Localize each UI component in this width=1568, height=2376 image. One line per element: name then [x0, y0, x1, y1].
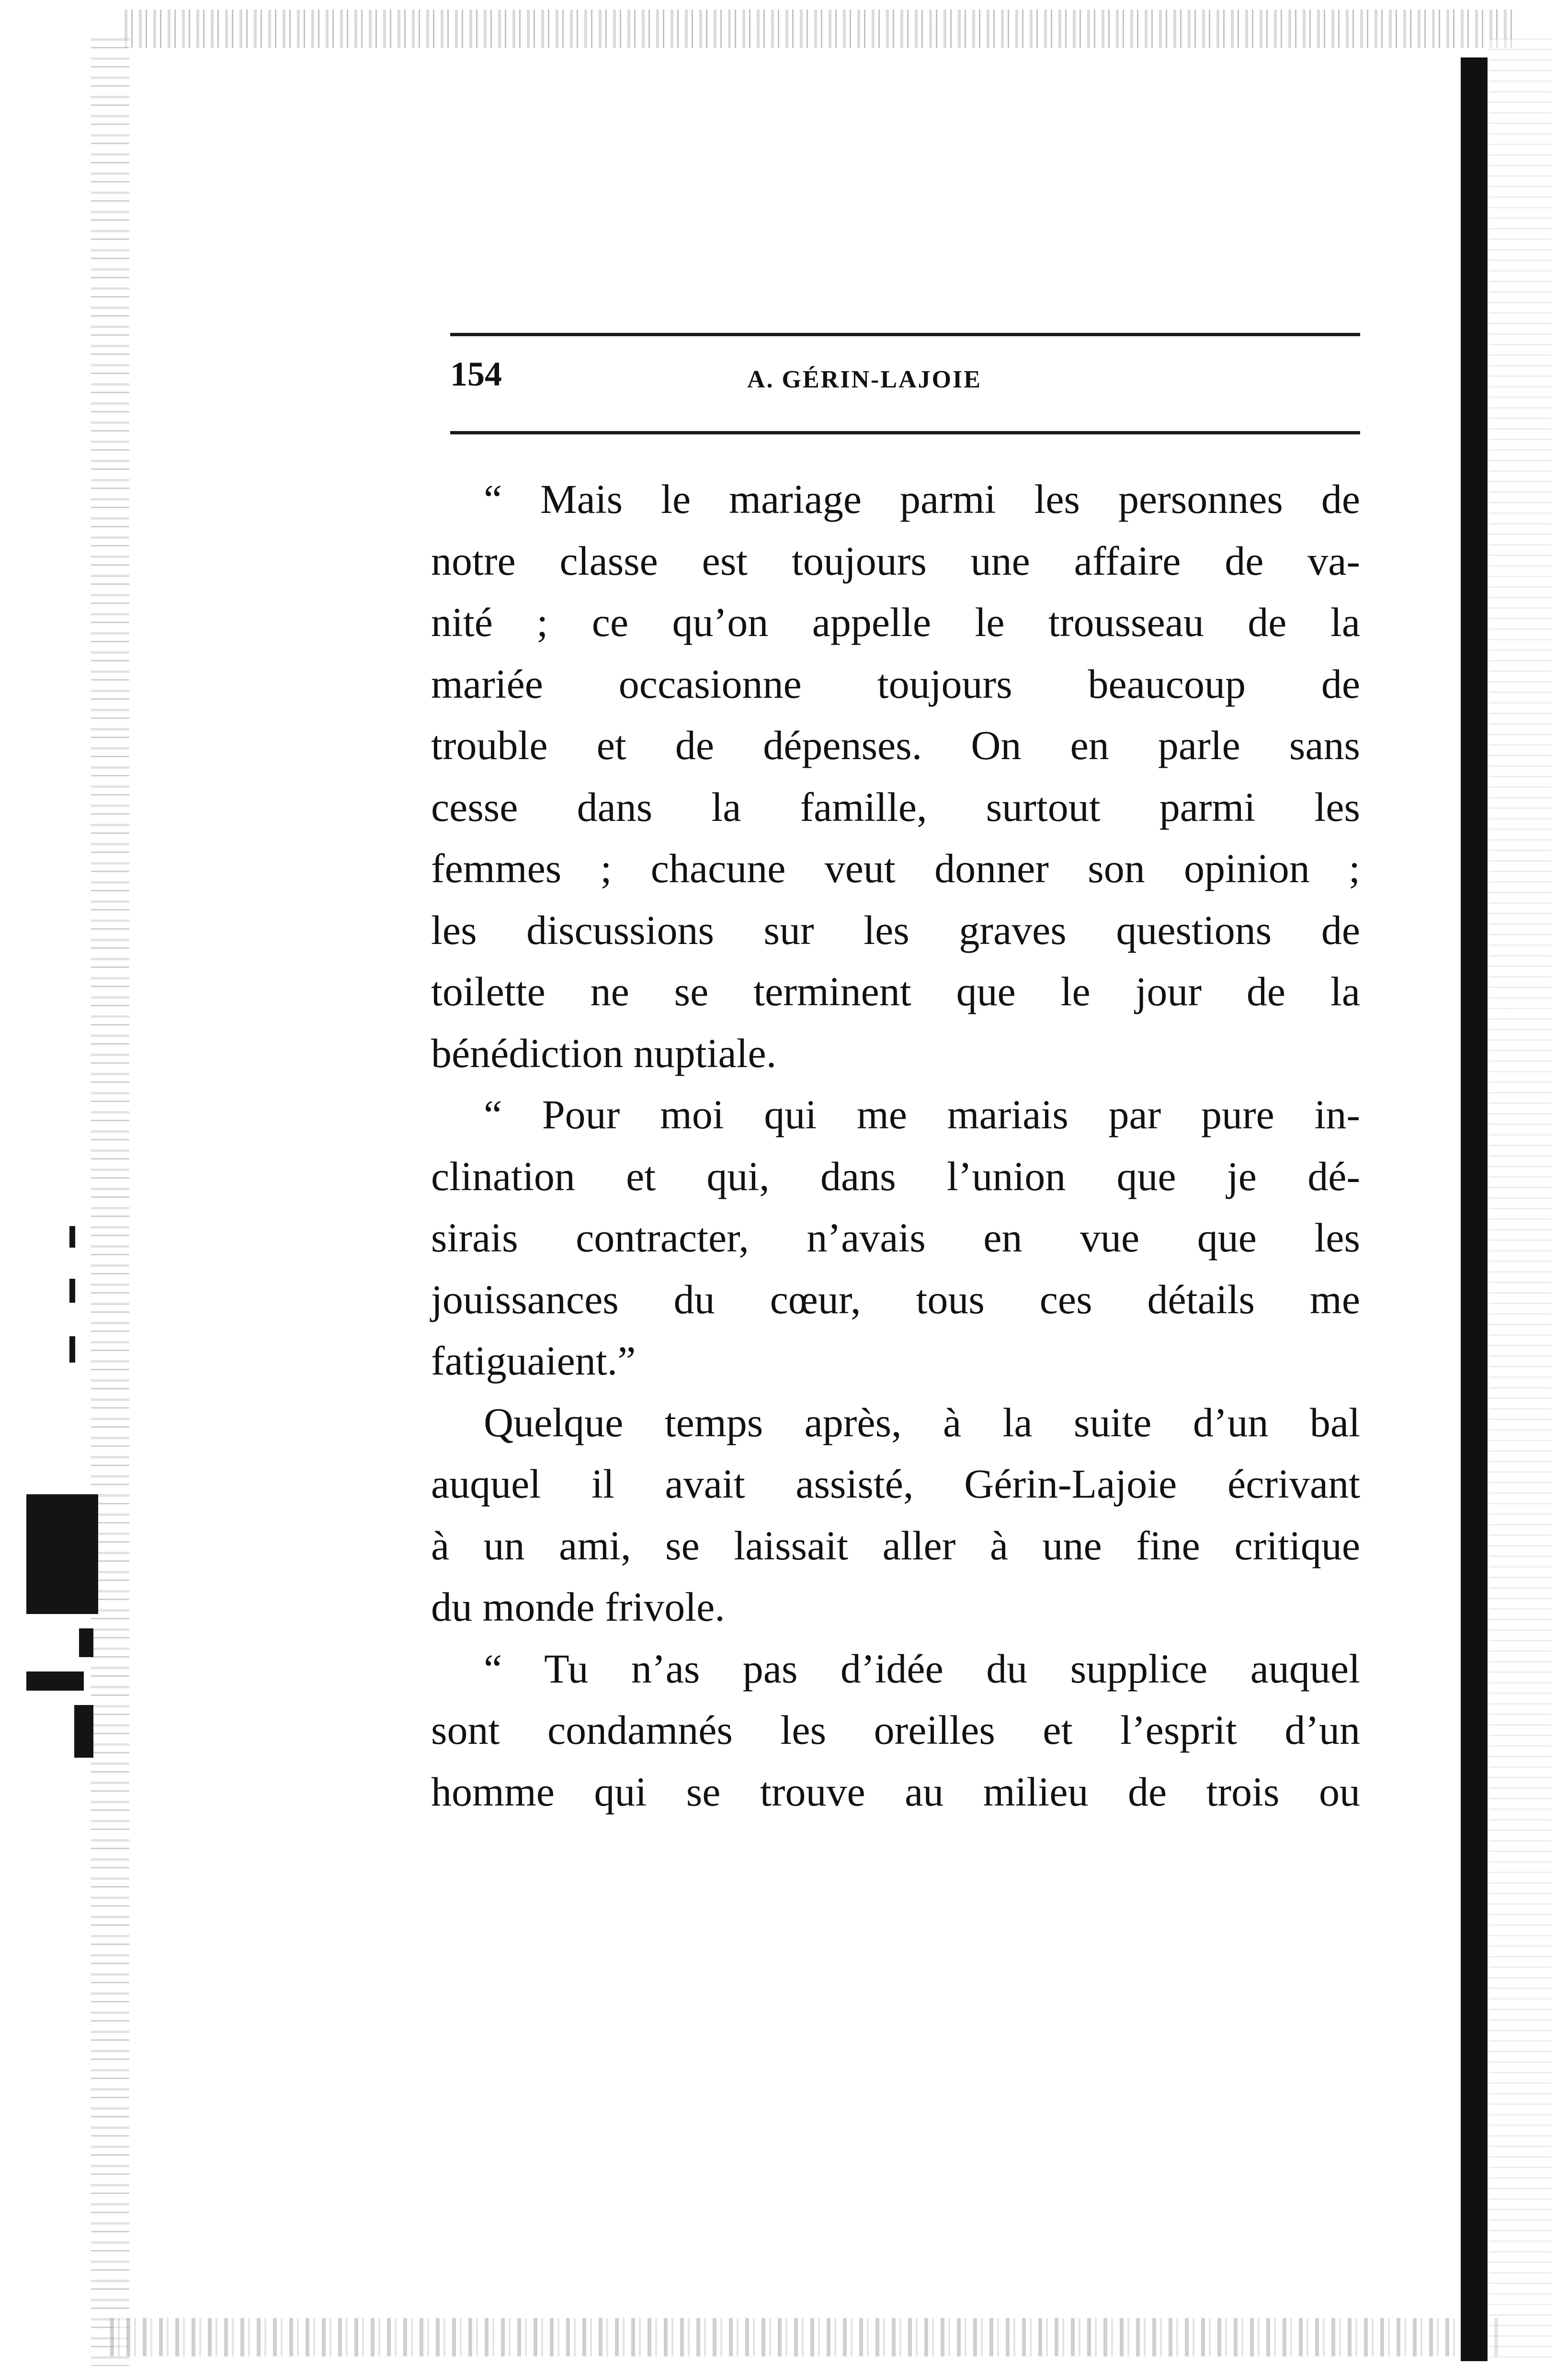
header-rule-bottom: [450, 431, 1360, 434]
text-line: notre classe est toujours une affaire de va-: [431, 537, 1360, 584]
text-line: femmes ; chacune veut donner son opinion ;: [431, 845, 1360, 891]
scan-noise-top: [125, 10, 1513, 48]
text-line: bénédiction nuptiale.: [431, 1030, 777, 1076]
text-line: nité ; ce qu’on appelle le trousseau de la: [431, 599, 1360, 645]
barcode-bar: [69, 1279, 75, 1303]
header-rule-top: [450, 333, 1360, 336]
text-line: clination et qui, dans l’union que je dé-: [431, 1153, 1360, 1199]
scan-noise-right: [1489, 38, 1552, 2366]
text-line: “ Tu n’as pas d’idée du supplice auquel: [484, 1645, 1360, 1692]
text-line: à un ami, se laissait aller à une fine critique: [431, 1522, 1360, 1569]
text-line: auquel il avait assisté, Gérin-Lajoie écrivant: [431, 1461, 1360, 1507]
text-line: homme qui se trouve au milieu de trois ou: [431, 1768, 1360, 1815]
text-line: les discussions sur les graves questions de: [431, 907, 1360, 953]
text-line: trouble et de dépenses. On en parle sans: [431, 722, 1360, 768]
barcode-bar: [69, 1226, 75, 1248]
text-line: toilette ne se terminent que le jour de la: [431, 968, 1360, 1014]
barcode-bar: [69, 1336, 75, 1363]
scan-barcode: [26, 1226, 98, 1777]
text-line: sont condamnés les oreilles et l’esprit d’un: [431, 1707, 1360, 1753]
page-edge-shadow: [1461, 57, 1488, 2361]
body-text: [431, 468, 1360, 1822]
running-head: A. GÉRIN-LAJOIE: [747, 366, 982, 393]
barcode-bar: [26, 1671, 84, 1691]
barcode-bar: [74, 1705, 93, 1758]
scan-noise-bottom: [110, 2318, 1499, 2356]
text-line: “ Mais le mariage parmi les personnes de: [484, 476, 1360, 522]
page-number: 154: [450, 355, 502, 393]
text-line: mariée occasionne toujours beaucoup de: [431, 660, 1360, 707]
text-line: du monde frivole.: [431, 1584, 725, 1630]
scan-noise-left: [91, 38, 129, 2366]
barcode-bar: [26, 1494, 98, 1614]
text-line: cesse dans la famille, surtout parmi les: [431, 784, 1360, 830]
barcode-bar: [79, 1628, 93, 1657]
text-line: Quelque temps après, à la suite d’un bal: [484, 1399, 1360, 1445]
text-line: fatiguaient.”: [431, 1338, 636, 1384]
text-line: sirais contracter, n’avais en vue que les: [431, 1215, 1360, 1261]
text-line: jouissances du cœur, tous ces détails me: [431, 1276, 1360, 1322]
text-line: “ Pour moi qui me mariais par pure in-: [484, 1091, 1360, 1137]
